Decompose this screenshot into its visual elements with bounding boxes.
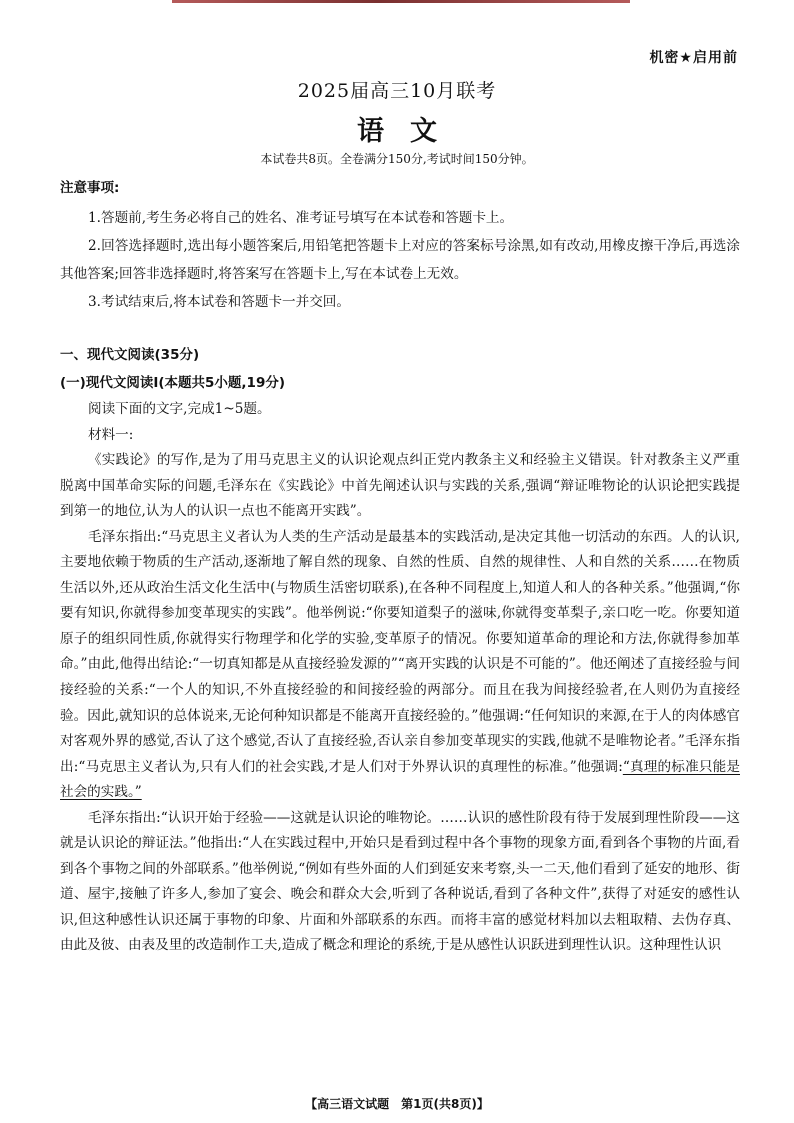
section-title: 一、现代文阅读(35分) xyxy=(60,347,200,363)
underlined-quote: “真理的标准只能是社会的实践。” xyxy=(60,758,740,801)
note-item: 2.回答选择题时,选出每小题答案后,用铅笔把答题卡上对应的答案标号涂黑,如有改动,用橡皮擦干净后,再选涂其他答案;回答非选择题时,将答案写在答题卡上,写在本试卷上无效。 xyxy=(60,238,740,282)
paragraph xyxy=(60,525,740,806)
paragraph-text: 毛泽东指出:“马克思主义者认为人类的生产活动是最基本的实践活动,是决定其他一切活动的东西。人的认识,主要地依赖于物质的生产活动,逐渐地了解自然的现象、自然的性质、自然的规律性、人和自然的关系……在物质生活以外,还从政治生活文化生活中(与物质生活密切联系),在各种不同程度上,知道人和人的各种关系。”他强调,“你要有知识,你就得参加变革现实的实践”。他举例说:“你要知道梨子的滋味,你就得变革梨子,亲口吃一吃。你要知道原子的组织同性质,你就得实行物理学和化学的实验,变革原子的情况。你要知道革命的理论和方法,你就得参加革命。”由此,他得出结论:“一切真知都是从直接经验发源的”“离开实践的认识是不可能的”。他还阐述了直接经验与间接经验的关系:“一个人的知识,不外直接经验的和间接经验的两部分。而且在我为间接经验者,在人则仍为直接经验。因此,就知识的总体说来,无论何种知识都是不能离开直接经验的。”他强调:“任何知识的来源,在于人的肉体感官对客观外界的感觉,否认了这个感觉,否认了直接经验,否认亲自参加变革现实的实践,他就不是唯物论者。”毛泽东指出:“马克思主义者认为,只有人们的社会实践,才是人们对于外界认识的真理性的标准。”他强调: xyxy=(60,528,740,775)
note-item: 1.答题前,考生务必将自己的姓名、准考证号填写在本试卷和答题卡上。 xyxy=(88,210,514,226)
reading-passage xyxy=(60,397,740,959)
exam-title: 2025届高三10月联考 xyxy=(297,80,497,102)
notes-title: 注意事项: xyxy=(60,180,120,196)
subject-title: 语文 xyxy=(357,116,463,147)
instruction: 阅读下面的文字,完成1~5题。 xyxy=(88,401,271,417)
notes-list xyxy=(60,204,740,316)
note-item: 3.考试结束后,将本试卷和答题卡一并交回。 xyxy=(88,294,350,310)
top-print-bar xyxy=(172,0,630,3)
material-label: 材料一: xyxy=(88,426,134,443)
confidential-label: 机密★启用前 xyxy=(649,50,738,66)
page-footer: 【高三语文试题 第1页(共8页)】 xyxy=(305,1097,489,1111)
exam-intro: 本试卷共8页。全卷满分150分,考试时间150分钟。 xyxy=(260,152,534,166)
paragraph: 《实践论》的写作,是为了用马克思主义的认识论观点纠正党内教条主义和经验主义错误。针对教条主义严重脱离中国革命实际的问题,毛泽东在《实践论》中首先阐述认识与实践的关系,强调“辩证唯物论的认识论把实践提到第一的地位,认为人的认识一点也不能离开实践”。 xyxy=(60,452,740,520)
paragraph: 毛泽东指出:“认识开始于经验——这就是认识论的唯物论。……认识的感性阶段有待于发展到理性阶段——这就是认识论的辩证法。”他指出:“人在实践过程中,开始只是看到过程中各个事物的现象方面,看到各个事物的片面,看到各个事物之间的外部联系。”他举例说,“例如有些外面的人们到延安来考察,头一二天,他们看到了延安的地形、街道、屋宇,接触了许多人,参加了宴会、晚会和群众大会,听到了各种说话,看到了各种文件”,获得了对延安的感性认识,但这种感性认识还属于事物的印象、片面和外部联系的东西。而将丰富的感觉材料加以去粗取精、去伪存真、由此及彼、由表及里的改造制作工夫,造成了概念和理论的系统,于是从感性认识跃进到理性认识。这种理性认识 xyxy=(60,809,740,954)
subsection-title: (一)现代文阅读Ⅰ(本题共5小题,19分) xyxy=(60,375,286,391)
